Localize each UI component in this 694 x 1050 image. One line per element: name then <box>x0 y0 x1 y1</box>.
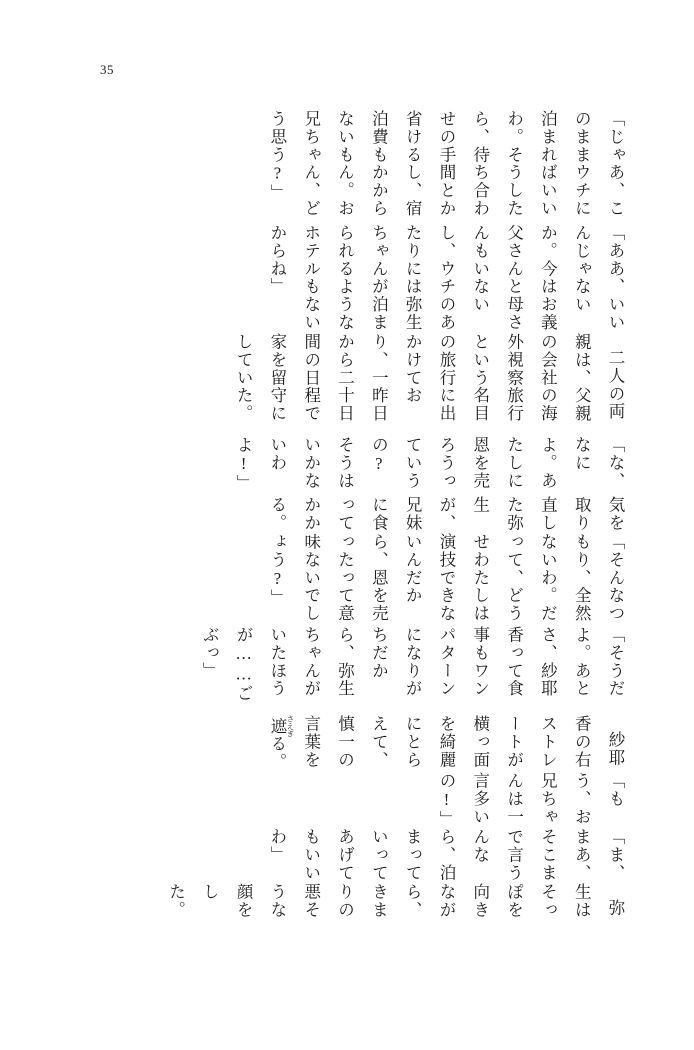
paragraph-text: 紗耶香の右ストレートが横っ面を綺麗にとらえて、慎一の言葉を遮 さえぎる。 <box>267 714 625 771</box>
paragraph: 「ああ、いいんじゃないか。今はお義父さんと母さんもいないし、ウチのあたりには弥生ちゃんが泊まられるようなホテルもないからね」 <box>267 224 625 332</box>
paragraph: 「な、なによ。あたしに恩を売ろうっていうの? そうはいかないわよ!」 <box>234 436 625 493</box>
paragraph: 気を取り直した弥生が、兄妹に食ってかかる。 <box>267 496 625 533</box>
paragraph: 「もう、お兄ちゃんは一言多いの!」 <box>436 772 625 829</box>
ruby-annotation: 遮 さえぎ <box>267 714 295 738</box>
paragraph: 二人の両親は、父親の会社の海外視察旅行という名目の旅行に出かけており、一昨日から二十日間の日程で家を留守にしていた。 <box>234 332 625 423</box>
paragraph: 「ま、まあ、そこまで言うんなら、泊まっていってあげてもいいわ」 <box>267 828 625 883</box>
body-text-block <box>72 110 632 930</box>
paragraph: 弥生はそっぽを向きながら、きまりの悪そうな顔をした。 <box>166 882 625 919</box>
paragraph: 「そんなつもり、全然ないわ。だって、どうせわたしは演技できないんだから、恩を売ったって意味ないでしょう?」 <box>267 533 625 623</box>
page-number: 35 <box>100 62 114 77</box>
paragraph-with-ruby <box>260 715 632 773</box>
paragraph: 「じゃあ、このままウチに泊まればいいわ。そうしたら、待ち合わせの手間とか省けるし、宿泊費もかからないもん。お兄ちゃん、どう思う?」 <box>267 110 625 218</box>
paragraph: 「そうだよ。あとさ、紗耶香って食事もワンパターンになりがちだから、弥生ちゃんがいたほうが……ごぶっ」 <box>200 626 625 704</box>
